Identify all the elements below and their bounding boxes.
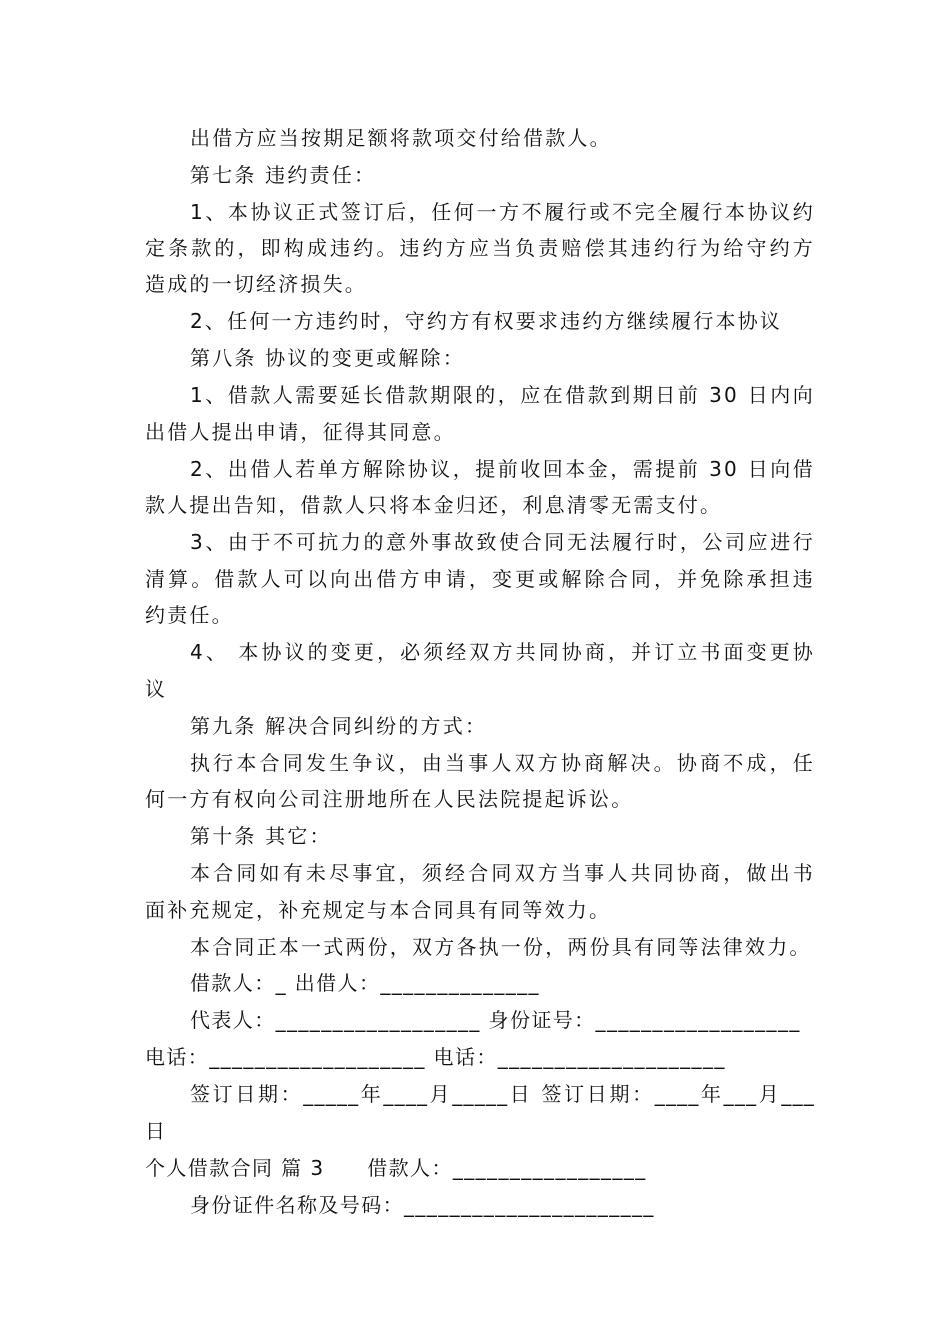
paragraph-line: 面补充规定，补充规定与本合同具有同等效力。 bbox=[145, 898, 612, 922]
signature-line-phone: 电话：___________________ 电话：____________________ bbox=[145, 1045, 726, 1069]
paragraph-line: 议 bbox=[145, 677, 168, 701]
paragraph-line: 出借人提出申请，征得其同意。 bbox=[145, 420, 456, 444]
paragraph-line: 款人提出告知，借款人只将本金归还，利息清零无需支付。 bbox=[145, 493, 723, 517]
paragraph-line: 2、任何一方违约时，守约方有权要求违约方继续履行本协议 bbox=[190, 309, 783, 333]
article-heading-10: 第十条 其它： bbox=[190, 824, 332, 848]
paragraph-line: 3、由于不可抗力的意外事故致使合同无法履行时，公司应进行 bbox=[190, 530, 815, 554]
paragraph-line: 本合同正本一式两份，双方各执一份，两份具有同等法律效力。 bbox=[190, 935, 812, 959]
signature-line-representative: 代表人：__________________ 身份证号：__________________ bbox=[190, 1008, 801, 1032]
paragraph-line: 造成的一切经济损失。 bbox=[145, 272, 367, 296]
paragraph-line: 清算。借款人可以向出借方申请，变更或解除合同，并免除承担违 bbox=[145, 567, 815, 591]
article-heading-7: 第七条 违约责任： bbox=[190, 163, 377, 187]
signature-line-date-end: 日 bbox=[145, 1119, 168, 1143]
paragraph-line: 执行本合同发生争议，由当事人双方协商解决。协商不成，任 bbox=[190, 751, 815, 775]
id-document-line: 身份证件名称及号码：______________________ bbox=[190, 1193, 655, 1217]
paragraph-line: 1、借款人需要延长借款期限的，应在借款到期日前 30 日内向 bbox=[190, 383, 815, 407]
contract-3-heading: 个人借款合同 篇 3 借款人：_________________ bbox=[145, 1156, 647, 1180]
article-heading-8: 第八条 协议的变更或解除： bbox=[190, 346, 465, 370]
paragraph-line: 定条款的，即构成违约。违约方应当负责赔偿其违约行为给守约方 bbox=[145, 236, 815, 260]
paragraph-line: 何一方有权向公司注册地所在人民法院提起诉讼。 bbox=[145, 787, 634, 811]
paragraph-line: 1、本协议正式签订后，任何一方不履行或不完全履行本协议约 bbox=[190, 200, 815, 224]
paragraph-line: 约责任。 bbox=[145, 603, 234, 627]
article-heading-9: 第九条 解决合同纠纷的方式： bbox=[190, 714, 488, 738]
paragraph-line: 4、 本协议的变更，必须经双方共同协商，并订立书面变更协 bbox=[190, 640, 815, 664]
paragraph-line: 出借方应当按期足额将款项交付给借款人。 bbox=[190, 126, 612, 150]
paragraph-line: 本合同如有未尽事宜，须经合同双方当事人共同协商，做出书 bbox=[190, 861, 815, 885]
signature-line-parties: 借款人：_ 出借人：______________ bbox=[190, 971, 540, 995]
signature-line-date: 签订日期：_____年____月_____日 签订日期：____年___月___ bbox=[190, 1082, 815, 1106]
paragraph-line: 2、出借人若单方解除协议，提前收回本金，需提前 30 日向借 bbox=[190, 457, 815, 481]
